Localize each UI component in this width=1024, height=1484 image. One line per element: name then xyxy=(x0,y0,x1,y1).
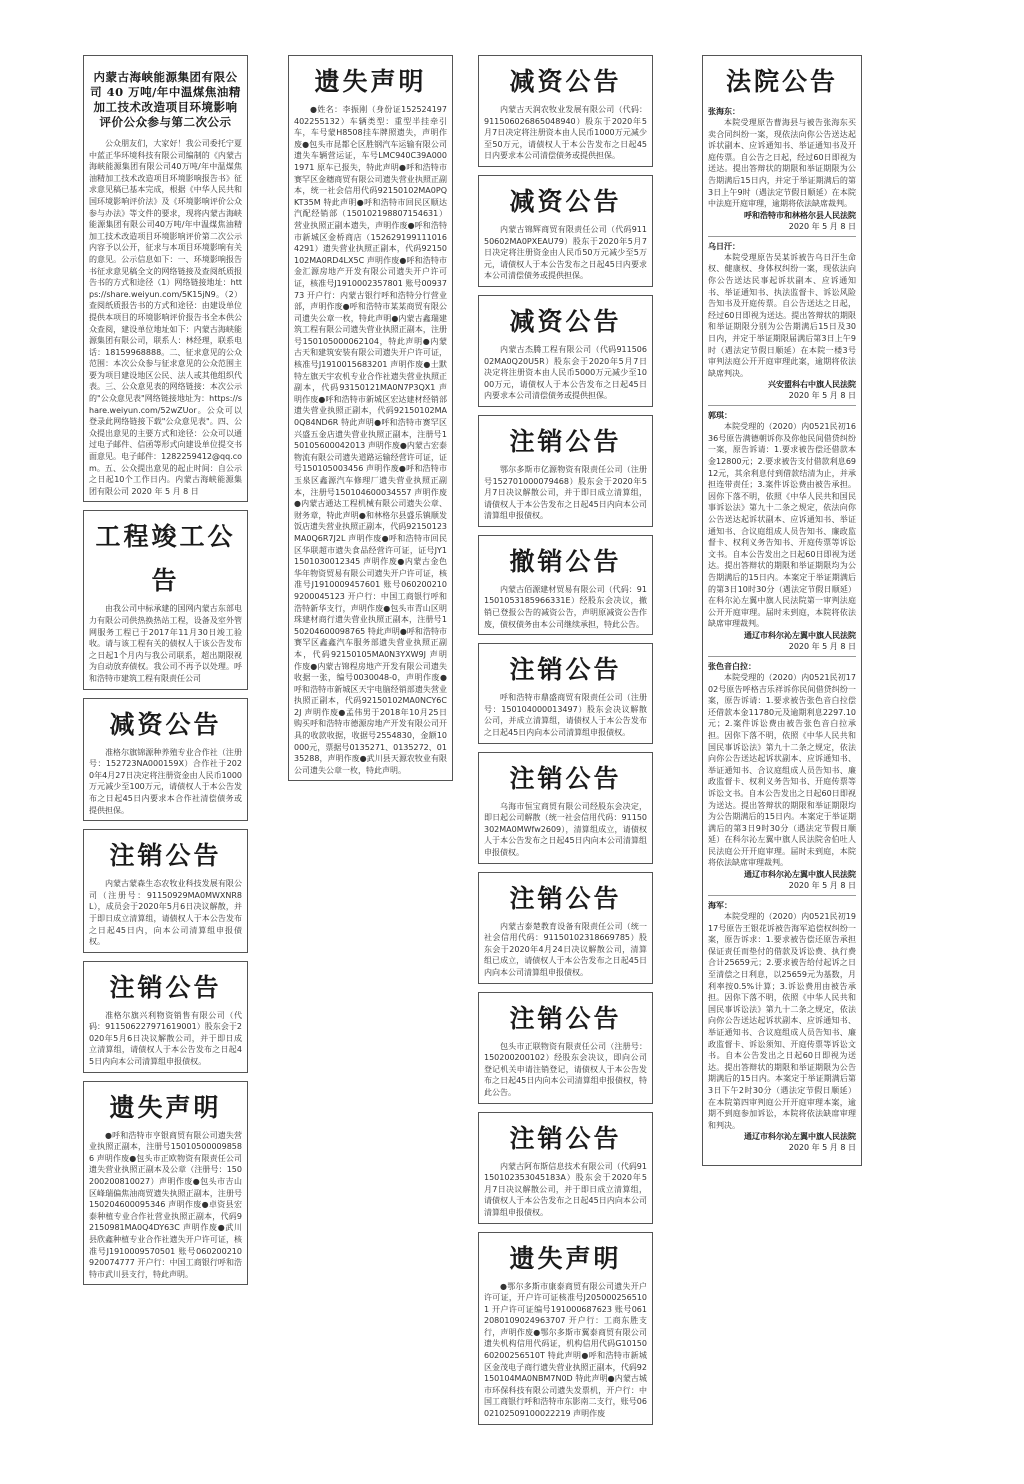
completion-notice xyxy=(83,510,248,689)
cancellation-notice-2 xyxy=(83,961,248,1073)
eia-notice-title: 内蒙古海峡能源集团有限公司 40 万吨/年中温煤焦油精加工技术改造项目环境影响评价公众参与第二次公示 xyxy=(90,70,241,129)
eia-notice-body: 公众朋友们，大家好！我公司委托宁夏中蓝正华环境科技有限公司编制的《内蒙古海峡能源集团有限公司40万吨/年中温煤焦油精加工技术改造项目环境影响报告书》征求意见稿已基本完成，根据《中华人民共和国环境影响评价法》及《环境影响评价公众参与办法》等文件的要求，现将内蒙古海峡能源集团有限公司40万吨/年中温煤焦油精加工技术改造项目环境影响评价第二次公示内容予以公开，征求与本项目环境影响有关的意见。公示信息如下：一、环境影响报告书征求意见稿全文的网络链接及查阅纸质报告书的方式和途径（1）网络链接地址：https://share.weiyun.com/5K15jN9。（2）查阅纸质报告书的方式和途径：由建设单位提供本项目的环境影响评价报告书全本供公众查阅，建设单位地址如下：内蒙古海峡能源集团有限公司，联系人：林经理，联系电话：18159968888。二、征求意见的公众范围：本次公众参与征求意见的公众范围主要为项目建设地区公民、法人或其他组织代表。三、公众意见表的网络链接：本次公示的"公众意见表"网络链接地址为：https://share.weiyun.com/52wZUor。公众可以登录此网络链接下载"公众意见表"。四、公众提出意见的主要方式和途径：公众可以通过电子邮件、信函等形式向建设单位提交书面意见。电子邮件：1282259412@qq.com。五、公众提出意见的起止时间：自公示之日起10个工作日内。内蒙古海峡能源集团有限公司 2020 年 5 月 8 日 xyxy=(89,139,242,496)
lost-statement-title: 遗失声明 xyxy=(314,67,427,96)
revocation-title: 撤销公告 xyxy=(509,546,622,576)
cancellation-title: 注销公告 xyxy=(509,1003,622,1033)
court-notice-date: 2020 年 5 月 8 日 xyxy=(788,391,856,401)
court-name: 通辽市科尔沁左翼中旗人民法院 xyxy=(744,870,856,880)
cancellation-notice-b xyxy=(478,643,653,743)
court-notice-date: 2020 年 5 月 8 日 xyxy=(788,881,856,891)
court-notice-body: 本院受理的（2020）内0521民初1636号原告满德朝诉你及你他民间借贷纠纷一案，原告诉请：1.要求被告偿还借款本金12800元；2.要求被告支付借款利息6912元，其余利息付到借款结清为止，并承担连带责任；3.案件诉讼费由被告承担。因你下落不明，依照《中华人民共和国民事诉讼法》第九十二条之规定，依法向你公告送达起诉状副本、应诉通知书、举证通知书、合议庭组成人员告知书、廉政监督卡、权利义务告知书、开庭传票等诉讼文书。自本公告发出之日起60日即视为送达。提出答辩状的期限和举证期限均为公告期满后的15日内。本案定于举证期满后的第3日10时30分（遇法定节假日顺延）在科尔沁左翼中旗人民法院第一审判法庭公开开庭审理。届时未到庭，本院将依法缺席审理裁判。 xyxy=(708,422,856,629)
cancellation-title: 注销公告 xyxy=(509,883,622,913)
lost-statement-1 xyxy=(83,1081,248,1286)
court-notices-title: 法院公告 xyxy=(725,67,838,96)
completion-notice-title: 工程竣工公告 xyxy=(95,522,236,596)
court-notice-addressee: 张海东： xyxy=(708,107,740,116)
lost-statement-2 xyxy=(288,55,453,781)
cancellation-body: 内蒙古阿布斯信息技术有限公司（代码91150102353045183A）股东会于2020年5月7日决议解散公司，并于即日成立清算组，请债权人于本公告发布之日起45日内向本公司清算组申报债权。 xyxy=(484,1161,647,1217)
court-notice-date: 2020 年 5 月 8 日 xyxy=(788,221,856,231)
column-2 xyxy=(288,55,453,789)
capital-reduction-title: 减资公告 xyxy=(509,186,622,216)
capital-reduction-notice xyxy=(83,698,248,822)
cancellation-notice-f xyxy=(478,1112,653,1224)
court-notice-item xyxy=(708,661,856,896)
cancellation-body: 包头市正联物资有限责任公司（注册号：150200200102）经股东会决议，即向公司登记机关申请注销登记，请债权人于本公告发布之日起45日内向本公司清算组申报债权，特此公告。 xyxy=(484,1041,647,1097)
cancellation-body: 内蒙古泰楚教育设备有限责任公司（统一社会信用代码：91150102318669785）股东会于2020年4月24日决议解散公司，清算组已成立，请债权人于本公告发布之日起45日内向本公司清算组申报债权。 xyxy=(484,921,647,977)
court-notice-body: 本院受理的（2020）内0521民初1702号原告呼格吉乐祥诉你民间借贷纠纷一案，原告诉请：1.要求被告张色音白拉偿还借款本金11780元及逾期利息2297.10元；2.案件诉讼费由被告张色音白拉承担。因你下落不明，依照《中华人民共和国民事诉讼法》第九十二条之规定，依法向你公告送达起诉状副本、应诉通知书、举证通知书、合议庭组成人员告知书、廉政监督卡、权利义务告知书、开庭传票等诉讼文书。自本公告发出之日起60日即视为送达。提出答辩状的期限和举证期限均为公告期满后的15日内。本案定于举证期满后的第3日9时30分（遇法定节假日顺延）在科尔沁左翼中旗人民法院舍伯吐人民法庭公开开庭审理。届时未到庭，本院将依法缺席审理裁判。 xyxy=(708,672,856,868)
court-name: 通辽市科尔沁左翼中旗人民法院 xyxy=(744,1132,856,1142)
cancellation-notice-c xyxy=(478,752,653,864)
completion-notice-body: 由我公司中标承建的国网内蒙古东部电力有限公司供热换热站工程，设备及室外管网服务工程已于2017年11月30日竣工验收。请与该工程有关的债权人于该公告发布之日起1个月内与我公司联系，超出期限视为自动放弃债权。我公司不再予以处理。呼和浩特市建筑工程有限责任公司 xyxy=(89,604,242,683)
column-4 xyxy=(702,55,862,1174)
capital-reduction-body: 内蒙古锦辉商贸有限责任公司（代码91150602MA0PXEAU79）股东于2020年5月7日决定将注册资金由人民币50万元减少至5万元，请债权人于本公告发布之日起45日内要求本公司清偿债务或提供担保。 xyxy=(484,224,647,281)
lost-statement-title: 遗失声明 xyxy=(509,1243,622,1273)
eia-notice xyxy=(83,55,248,502)
court-notices xyxy=(702,55,862,1166)
cancellation-notice-a xyxy=(478,415,653,527)
cancellation-notice-d xyxy=(478,872,653,984)
cancellation-notice-1 xyxy=(83,829,248,953)
capital-reduction-body: 内蒙古天润农牧业发展有限公司（代码：911506026865048940）股东于2020年5月7日决定将注册资本由人民币1000万元减少至50万元，请债权人于本公告发布之日起45日内要求本公司清偿债务或提供担保。 xyxy=(484,105,647,161)
court-name: 兴安盟科右中旗人民法院 xyxy=(768,380,856,390)
court-name: 通辽市科尔沁左翼中旗人民法院 xyxy=(744,630,856,640)
lost-statement-body: ●鄂尔多斯市康泰商贸有限公司遗失开户许可证，开户许可证核准号J2050002565101 开户许可证编号191000687623 账号0612080109024963707 开户行：工商东胜支行，声明作废●鄂尔多斯市翼泰商贸有限公司遗失机构信用代码证，机构信用代码G1015060200256510T 特此声明●呼和浩特市新城区金茂电子商行遗失营业执照正副本，代码92150104MA0NBM7N0D 特此声明●内蒙古城市环保科技有限公司遗失发票机，开户行：中国工商银行呼和浩特市东影南二支行，账号0602102509100022219 声明作废 xyxy=(484,1281,647,1419)
column-1 xyxy=(83,55,248,1293)
cancellation-title: 注销公告 xyxy=(509,763,622,793)
court-notice-body: 本院受理原告曹海县与被告张海东买卖合同纠纷一案，现依法向你公告送达起诉状副本、应诉通知书、举证通知书及开庭传票。自公告之日起，经过60日即视为送达。提出答辩状的期限和举证期限为公告期满后15日内，并定于举证期满后的第3日上午9时（遇法定节假日顺延）在本院中法庭开庭审理，逾期将依法缺席裁判。 xyxy=(708,118,856,209)
court-notice-body: 本院受理原告吴某诉被告乌日汗生命权、健康权、身体权纠纷一案，现依法向你公告送达民事起诉状副本、应诉通知书、举证通知书、执法监督卡、诉讼风险告知书及开庭传票。自公告送达之日起，经过60日即视为送达。提出答辩状的期限和举证期限分别为公告期满后15日及30日内，并定于举证期限届满后第3日上午9时（遇法定节假日顺延）在本院一楼3号审判法庭公开开庭审理此案，逾期将依法缺席判决。 xyxy=(708,252,856,378)
capital-reduction-title: 减资公告 xyxy=(509,67,622,96)
court-notice-body: 本院受理的（2020）内0521民初1917号原告王银花诉被告海军追偿权纠纷一案，原告诉求：1.要求被告偿还原告承担保证责任而垫付的借款及诉讼费、执行费合计25659元；2.要求被告给付起诉之日至清偿之日利息，以25659元为基数，月利率按0.5%计算；3.诉讼费用由被告承担。因你下落不明，依照《中华人民共和国民事诉讼法》第九十二条之规定，依法向你公告送达起诉状副本、应诉通知书、举证通知书、合议庭组成人员告知书、廉政监督卡、诉讼须知、开庭传票等诉讼文书。自本公告发出之日起60日即视为送达。提出答辩状的期限和举证期限为公告期满后的15日内。本案定于举证期满后第3日下午2时30分（遇法定节假日顺延）在本院第四审判庭公开开庭审理本案，逾期不到庭参加诉讼，本院将依法缺席审理和判决。 xyxy=(708,912,856,1130)
capital-reduction-body: 内蒙古杰腾工程有限公司（代码91150602MA0Q20U5R）股东会于2020年5月7日决定将注册资本由人民币5000万元减少至1000万元，请债权人于本公告发布之日起45日内要求本公司清偿债务或提供担保。 xyxy=(484,344,647,401)
court-notice-date: 2020 年 5 月 8 日 xyxy=(788,641,856,651)
revocation-body: 内蒙古佰源建材贸易有限公司（代码：911501053185966331E）经股东会决议，撤销已登报公告的减资公告，声明原减资公告作废，债权债务由本公司继续承担，特此公告。 xyxy=(484,584,647,629)
capital-reduction-notice-b xyxy=(478,175,653,287)
capital-reduction-title: 减资公告 xyxy=(509,306,622,336)
capital-reduction-notice-a xyxy=(478,55,653,167)
court-notice-addressee: 张色音白拉： xyxy=(708,661,756,671)
court-name: 呼和浩特市和林格尔县人民法院 xyxy=(744,210,856,220)
court-notice-addressee: 郭琪： xyxy=(708,411,732,421)
revocation-notice xyxy=(478,535,653,635)
lost-statement-3 xyxy=(478,1232,653,1425)
lost-statement-title: 遗失声明 xyxy=(109,1092,222,1122)
court-notice-date: 2020 年 5 月 8 日 xyxy=(788,1143,856,1153)
court-notice-item xyxy=(708,900,856,1157)
cancellation-body: 呼和浩特市鼎盛商贸有限责任公司（注册号：150104000013497）股东会决议解散公司，并成立清算组，请债权人于本公告发布之日起45日内向本公司清算组申报债权。 xyxy=(484,693,647,738)
column-3 xyxy=(478,55,653,1433)
court-notice-item xyxy=(708,241,856,407)
cancellation-body: 鄂尔多斯市亿源物资有限责任公司（注册号152701000079468）股东会于2020年5月7日决议解散公司，并于即日成立清算组，请债权人于本公告发布之日起45日内向本公司清算组申报债权。 xyxy=(484,464,647,521)
capital-reduction-notice-c xyxy=(478,295,653,407)
court-notice-addressee: 海军： xyxy=(708,901,732,911)
court-notice-item xyxy=(708,106,856,237)
cancellation-title: 注销公告 xyxy=(509,426,622,456)
capital-reduction-body: 准格尔旗锦源种养殖专业合作社（注册号：152723NA000159X）合作社于2020年4月27日决定将注册资金由人民币1000万元减少至100万元，请债权人于本公告发布之日起45日内要求本合作社清偿债务或提供担保。 xyxy=(89,747,242,815)
cancellation-notice-e xyxy=(478,992,653,1104)
capital-reduction-title: 减资公告 xyxy=(109,709,222,739)
cancellation-title: 注销公告 xyxy=(109,841,222,871)
court-notice-addressee: 乌日汗： xyxy=(708,241,740,251)
cancellation-body: 乌海市恒宝商贸有限公司经股东会决定，即日起公司解散（统一社会信用代码：91150302MA0MWfw2609），清算组成立，请债权人于本公告发布之日起45日内向本公司清算组申报债权。 xyxy=(484,801,647,857)
lost-statement-body: ●呼和浩特市亨银商贸有限公司遗失营业执照正副本，注册号150105000098586 声明作废●包头市正欧物资有限责任公司遗失营业执照正副本及公章（注册号：150200200810027）声明作废●包头市吉山区峰瑞偏焦油商贸遗失执照正副本，注册号150204600095346 声明作废●卓资县宏泰种植专业合作社营业执照正副本，代码92150981MA0Q4DY63C 声明作废●武川县欣鑫种植专业合作社遗失开户许可证，核准号J1910009570501 账号060200210920074777 开户行：中国工商银行呼和浩特市武川县支行，特此声明。 xyxy=(89,1130,242,1279)
court-notice-item xyxy=(708,410,856,657)
cancellation-title: 注销公告 xyxy=(509,1123,622,1153)
lost-statement-body: ●姓名：李振刚（身份证152524197402255132）车辆类型：重型半挂牵引车，车号蒙H8508挂车牌照遗失，声明作废●包头市昆都仑区胜钢汽车运输有限公司遗失车辆营运证，车号LMC940C39A0001971 原车已报失，特此声明●呼和浩特市赛罕区金穗商贸有限公司遗失营业执照正副本，统一社会信用代码92150102MA0PQKT35M 特此声明●呼和浩特市回民区顺达汽配经销部（150102198807154631）营业执照正副本遗失，声明作废●呼和浩特市新城区金桥商店（1526291991110164291）遗失营业执照正副本，代码92150102MA0RD4LX5C 声明作废●呼和浩特市金汇源房地产开发有限公司遗失开户许可证，核准号J1910002357801 账号0093773 开户行：内蒙古银行呼和浩特分行营业部，声明作废●呼和浩特市某某商贸有限公司遗失公章一枚，特此声明●内蒙古鑫瑞建筑工程有限公司遗失营业执照正副本，注册号150105000062104，特此声明●内蒙古天和建筑安装有限公司遗失开户许可证，核准号J1910015683201 声明作废●土默特左旗天宇农机专业合作社遗失营业执照正副本，代码93150121MA0N7P3QX1 声明作废●呼和浩特市新城区宏达建材经销部遗失营业执照正副本，代码92150102MA0Q84ND6R 特此声明●呼和浩特市赛罕区兴盛五金店遗失营业执照正副本，注册号150105600042013 声明作废●内蒙古宏泰物流有限公司遗失道路运输经营许可证，证号150105003456 声明作废●呼和浩特市玉泉区鑫源汽车修理厂遗失营业执照正副本，注册号150104600034557 声明作废●内蒙古通达工程机械有限公司遗失公章、财务章，特此声明●和林格尔县盛乐镇顺发饭店遗失营业执照正副本，代码92150123MA0Q6R7J2L 声明作废●呼和浩特市回民区华联超市遗失食品经营许可证，证号JY11501030012345 声明作废●内蒙古金色华年物资贸易有限公司遗失开户许可证，核准号J1910009457601 账号0602002109200045123 开户行：中国工商银行呼和浩特新华支行，声明作废●包头市青山区明珠建材商行遗失营业执照正副本，注册号150204600098765 特此声明●呼和浩特市赛罕区鑫鑫汽车服务部遗失营业执照正副本，代码92150105MA0N3YXW9J 声明作废●内蒙古锦程房地产开发有限公司遗失收据一张，编号0030048-0，声明作废●呼和浩特市新城区天宇电脑经销部遗失营业执照正副本，代码92150102MA0NCY6C2J 声明作废●孟伟男于2018年10月25日购买呼和浩特市德源房地产开发有限公司开具的收款收据，收据号2554830，金额10000元，票据号0135271、0135272、0135288，声明作废●武川县天源农牧业有限公司遗失公章一枚，特此声明。 xyxy=(294,105,447,775)
cancellation-title: 注销公告 xyxy=(109,972,222,1002)
cancellation-body: 准格尔旗兴利物资销售有限公司（代码：911506227971619001）股东会于2020年5月6日决议解散公司，并于即日成立清算组，请债权人于本公告发布之日起45日内向本公司清算组申报债权。 xyxy=(89,1010,242,1067)
cancellation-title: 注销公告 xyxy=(509,655,622,685)
cancellation-body: 内蒙古蒙森生态农牧业科技发展有限公司（注册号：91150929MA0MWXNR8L），成员会于2020年5月6日决议解散，并于即日成立清算组，请债权人于本公告发布之日起45日内，向本公司清算组申报债权。 xyxy=(89,879,242,947)
